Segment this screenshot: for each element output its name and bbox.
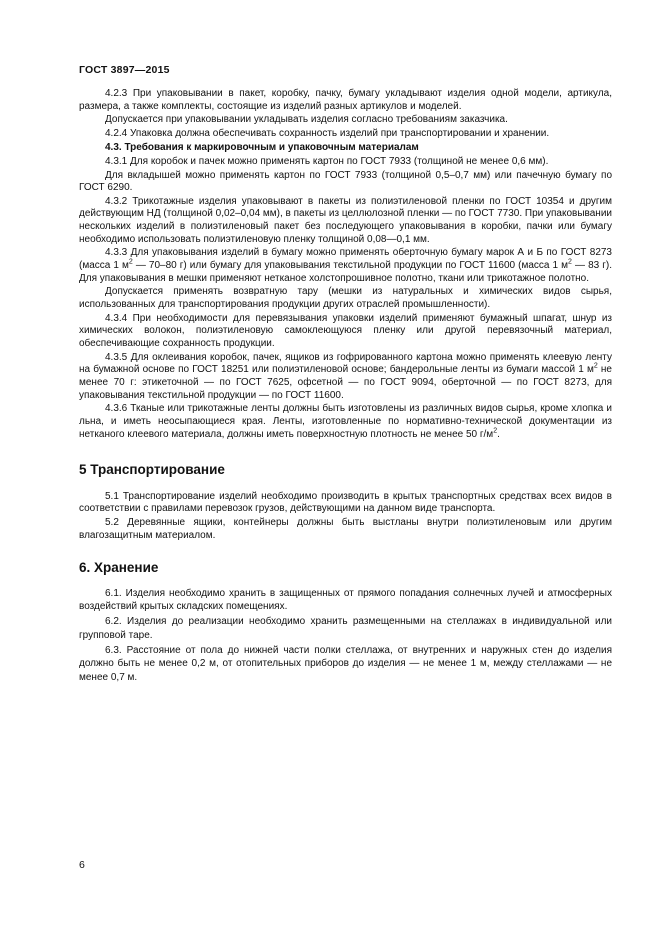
paragraph-4-3-4: 4.3.4 При необходимости для перевязывания упаковки изделий применяют бумажный шпагат, шнур из химических волокон, полиэтиленовую самоклеющуюся пленку или другой перевязочный материал, обеспечивающие сохранность продукции. [79,312,612,349]
paragraph-5-1: 5.1 Транспортирование изделий необходимо производить в крытых транспортных средствах всех видов в соответствии с правилами перевозок грузов, действующими на данном виде транспорта. [79,490,612,515]
paragraph-4-2-4: 4.2.4 Упаковка должна обеспечивать сохранность изделий при транспортировании и хранении. [105,128,550,140]
paragraph-6-3: 6.3. Расстояние от пола до нижней части полки стеллажа, от внутренних и наружных стен до изделия должно быть не менее 0,2 м, от отопительных приборов до изделия — не менее 1 м, между стеллажами — не менее 0,7 м. [79,644,612,683]
paragraph-6-2: 6.2. Изделия до реализации необходимо хранить размещенными на стеллажах в индивидуальной или групповой таре. [79,616,612,641]
paragraph-4-3-1: 4.3.1 Для коробок и пачек можно применять картон по ГОСТ 7933 (толщиной не менее 0,6 мм). [105,155,549,167]
text-run: 4.3.3 Для упаковывания изделий в бумагу можно применять оберточную бумагу марок А и Б по ГОСТ 8273 (масса 1 м [79,247,612,272]
text-run: 4.3.5 Для оклеивания коробок, пачек, ящиков из гофрированного картона можно применять клеевую ленту на бумажной основе по ГОСТ 18251 или полиэтиленовой основе; бандерольные ленты из бумаги массой 1 м [79,351,612,376]
paragraph-4-2-3: 4.2.3 При упаковывании в пакет, коробку, пачку, бумагу укладывают изделия одной модели, артикула, размера, а также комплекты, состоящие из изделий разных артикулов и моделей. [79,88,612,112]
text-run: не менее 70 г: этикеточной — по ГОСТ 7625, офсетной — по ГОСТ 9094, оберточной — по ГОСТ 8273, для упаковывания текстильной продукции — по ГОСТ 11600. [79,364,612,401]
superscript: 2 [128,258,133,266]
section-heading-6: 6. Хранение [79,560,159,576]
text-run: — 83 г). Для упаковывания в мешки применяют нетканое холстопрошивное полотно, ткани или трикотажное полотно. [79,260,612,284]
text-run: — 70–80 г) или бумагу для упаковывания текстильной продукции по ГОСТ 11600 (масса 1 м [132,260,569,272]
superscript: 2 [593,363,598,371]
text-run: 4.3.6 Тканые или трикотажные ленты должны быть изготовлены из различных видов сырья, кроме хлопка и льна, и иметь неосыпающиеся края. Ленты, изготовленные по нормативно-технической документации из нетканого клеевого материала, должны иметь поверхностную плотность не менее 50 г/м [79,403,612,440]
paragraph-5-2: 5.2 Деревянные ящики, контейнеры должны быть выстланы внутри полиэтиленовым или другим влагозащитным материалом. [79,517,612,541]
subsection-heading-4-3: 4.3. Требования к маркировочным и упаковочным материалам [105,141,419,153]
page-number: 6 [79,859,85,871]
paragraph-4-3-6 [79,403,612,441]
page-content [79,88,612,686]
paragraph-4-3-3-returnable: Допускается применять возвратную тару (мешки из натуральных и химических видов сырья, использованных для транспортирования продукции других отраслей промышленности). [79,286,612,310]
paragraph-4-3-3 [79,247,612,285]
section-6-body [79,587,612,685]
document-header: ГОСТ 3897—2015 [79,64,170,76]
paragraph-4-3-1-inserts: Для вкладышей можно применять картон по ГОСТ 7933 (толщиной 0,5–0,7 мм) или пачечную бумагу по ГОСТ 6290. [79,169,612,194]
superscript: 2 [568,258,572,266]
superscript: 2 [493,427,498,435]
paragraph-6-1: 6.1. Изделия необходимо хранить в защищенных от прямого попадания солнечных лучей и атмосферных воздействий крытых складских помещениях. [79,587,612,613]
paragraph-4-2-3-note: Допускается при упаковывании укладывать изделия согласно требованиям заказчика. [105,114,508,126]
text-run: . [497,428,500,440]
paragraph-4-3-2: 4.3.2 Трикотажные изделия упаковывают в пакеты из полиэтиленовой пленки по ГОСТ 10354 и другим действующим НД (толщиной 0,02–0,04 мм), в пакеты из целлюлозной пленки — по ГОСТ 7730. При упаковывании нескольких изделий в полиэтиленовый пакет без последующего упаковывания в коробки, пачки или бумагу необходимо использовать полиэтиленовую пленку толщиной 0,08—0,1 мм. [79,195,612,245]
paragraph-4-3-5 [79,352,612,402]
section-heading-5: 5 Транспортирование [79,462,225,478]
